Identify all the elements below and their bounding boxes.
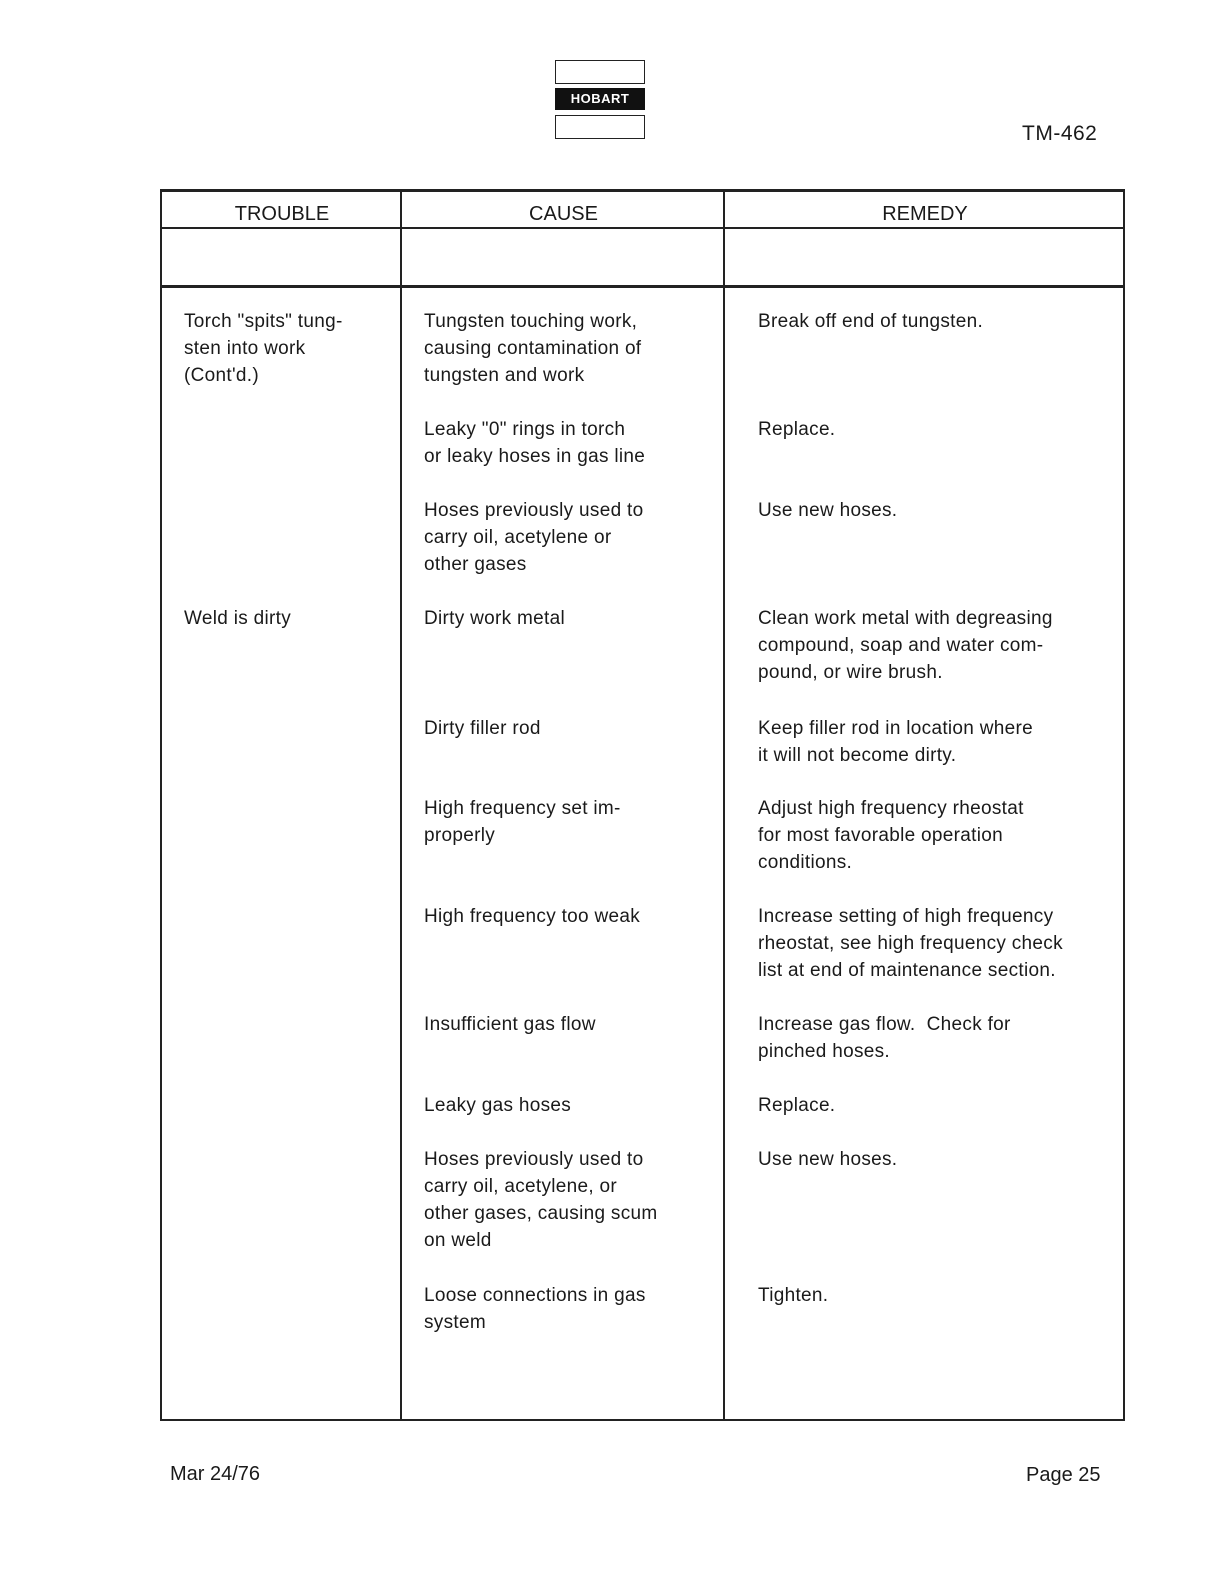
trouble-cell: Weld is dirty — [184, 608, 292, 629]
header-separator — [162, 285, 1123, 288]
column-divider-1 — [400, 192, 402, 1419]
remedy-cell: Adjust high frequency rheostat for most favorable operation conditions. — [758, 798, 1024, 873]
cause-cell: High frequency too weak — [424, 906, 641, 927]
remedy-cell: Use new hoses. — [758, 500, 898, 521]
remedy-cell: Tighten. — [758, 1285, 829, 1306]
column-header-cause: CAUSE — [529, 203, 598, 225]
hobart-logo — [555, 60, 645, 138]
remedy-cell: Break off end of tungsten. — [758, 311, 984, 332]
remedy-cell: Replace. — [758, 419, 836, 440]
remedy-cell: Use new hoses. — [758, 1149, 898, 1170]
remedy-cell: Keep filler rod in location where it will not become dirty. — [758, 718, 1033, 766]
column-divider-2 — [723, 192, 725, 1419]
logo-top-box — [555, 60, 645, 84]
cause-cell: Insufficient gas flow — [424, 1014, 596, 1035]
document-number: TM-462 — [1022, 122, 1098, 145]
cause-cell: Leaky "0" rings in torch or leaky hoses in gas line — [424, 419, 646, 467]
cause-cell: Hoses previously used to carry oil, acetylene, or other gases, causing scum on weld — [424, 1149, 658, 1251]
table-header — [162, 192, 1123, 229]
footer-date: Mar 24/76 — [170, 1463, 261, 1485]
footer-page-number: Page 25 — [1026, 1464, 1101, 1486]
logo-text: HOBART — [555, 88, 645, 110]
column-header-remedy: REMEDY — [882, 203, 968, 225]
troubleshooting-table — [160, 189, 1125, 1421]
remedy-cell: Replace. — [758, 1095, 836, 1116]
column-header-trouble: TROUBLE — [234, 203, 330, 225]
trouble-cell: Torch "spits" tung- sten into work (Cont'd.) — [184, 311, 343, 386]
cause-cell: Loose connections in gas system — [424, 1285, 646, 1333]
cause-cell: High frequency set im- properly — [424, 798, 621, 846]
remedy-cell: Increase gas flow. Check for pinched hoses. — [758, 1014, 1011, 1062]
cause-cell: Leaky gas hoses — [424, 1095, 572, 1116]
cause-cell: Tungsten touching work, causing contamination of tungsten and work — [424, 311, 642, 386]
cause-cell: Dirty work metal — [424, 608, 565, 629]
remedy-cell: Increase setting of high frequency rheostat, see high frequency check list at end of maintenance section. — [758, 906, 1063, 981]
cause-cell: Dirty filler rod — [424, 718, 541, 739]
remedy-cell: Clean work metal with degreasing compound, soap and water com- pound, or wire brush. — [758, 608, 1053, 683]
cause-cell: Hoses previously used to carry oil, acetylene or other gases — [424, 500, 644, 575]
logo-bottom-box — [555, 115, 645, 139]
